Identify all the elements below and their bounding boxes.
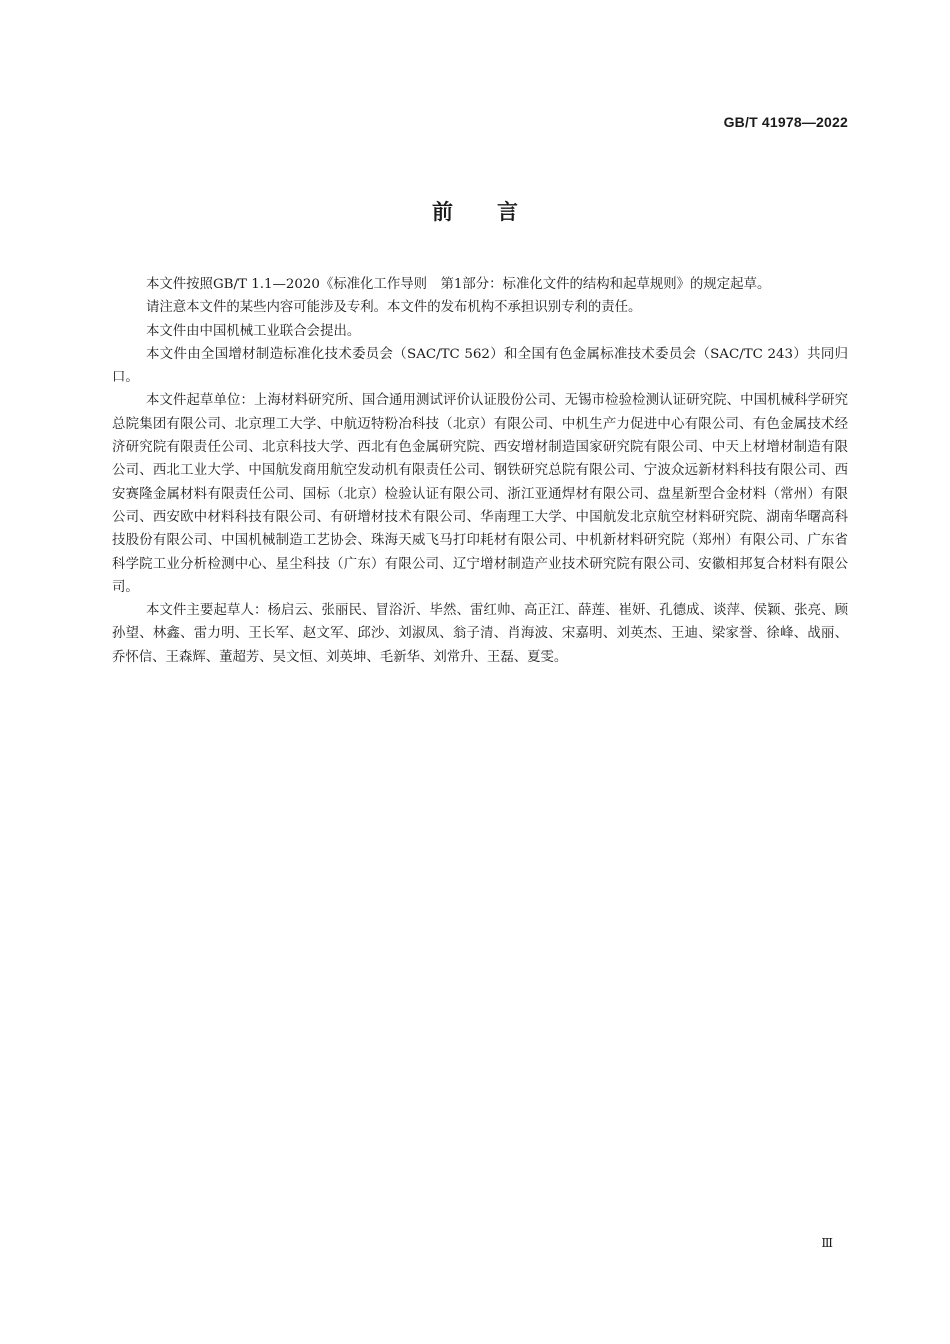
paragraph-main-drafters: 本文件主要起草人：杨启云、张丽民、冒浴沂、毕然、雷红帅、高正江、薛莲、崔妍、孔德成、谈萍、侯颖、张亮、顾孙望、林鑫、雷力明、王长军、赵文军、邱沙、刘淑凤、翁子清、肖海波、宋嘉明、刘英杰、王迪、梁家誉、徐峰、战丽、乔怀信、王森辉、董超芳、吴文恒、刘英坤、毛新华、刘常升、王磊、夏雯。 [112, 603, 848, 665]
paragraph-proposer: 本文件由中国机械工业联合会提出。 [146, 323, 361, 339]
standard-number: GB/T 41978—2022 [723, 114, 848, 130]
paragraph-patent-notice: 请注意本文件的某些内容可能涉及专利。本文件的发布机构不承担识别专利的责任。 [146, 300, 642, 316]
foreword-body [112, 273, 848, 669]
page-title: 前言 [432, 200, 562, 224]
paragraph-technical-committee: 本文件由全国增材制造标准化技术委员会（SAC/TC 562）和全国有色金属标准技术委员会（SAC/TC 243）共同归口。 [112, 346, 848, 386]
paragraph-drafting-organizations: 本文件起草单位：上海材料研究所、国合通用测试评价认证股份公司、无锡市检验检测认证研究院、中国机械科学研究总院集团有限公司、北京理工大学、中航迈特粉冶科技（北京）有限公司、中机生产力促进中心有限公司、有色金属技术经济研究院有限责任公司、北京科技大学、西北有色金属研究院、西安增材制造国家研究院有限公司、中天上材增材制造有限公司、西北工业大学、中国航发商用航空发动机有限责任公司、钢铁研究总院有限公司、宁波众远新材料科技有限公司、西安赛隆金属材料有限责任公司、国标（北京）检验认证有限公司、浙江亚通焊材有限公司、盘星新型合金材料（常州）有限公司、西安欧中材料科技有限公司、有研增材技术有限公司、华南理工大学、中国航发北京航空材料研究院、湖南华曙高科技股份有限公司、中国机械制造工艺协会、珠海天威飞马打印耗材有限公司、中机新材料研究院（郑州）有限公司、广东省科学院工业分析检测中心、星尘科技（广东）有限公司、辽宁增材制造产业技术研究院有限公司、安徽相邦复合材料有限公司。 [112, 393, 848, 595]
page-number: Ⅲ [821, 1236, 833, 1250]
paragraph-drafting-rules: 本文件按照GB/T 1.1—2020《标准化工作导则 第1部分：标准化文件的结构和起草规则》的规定起草。 [146, 277, 771, 292]
